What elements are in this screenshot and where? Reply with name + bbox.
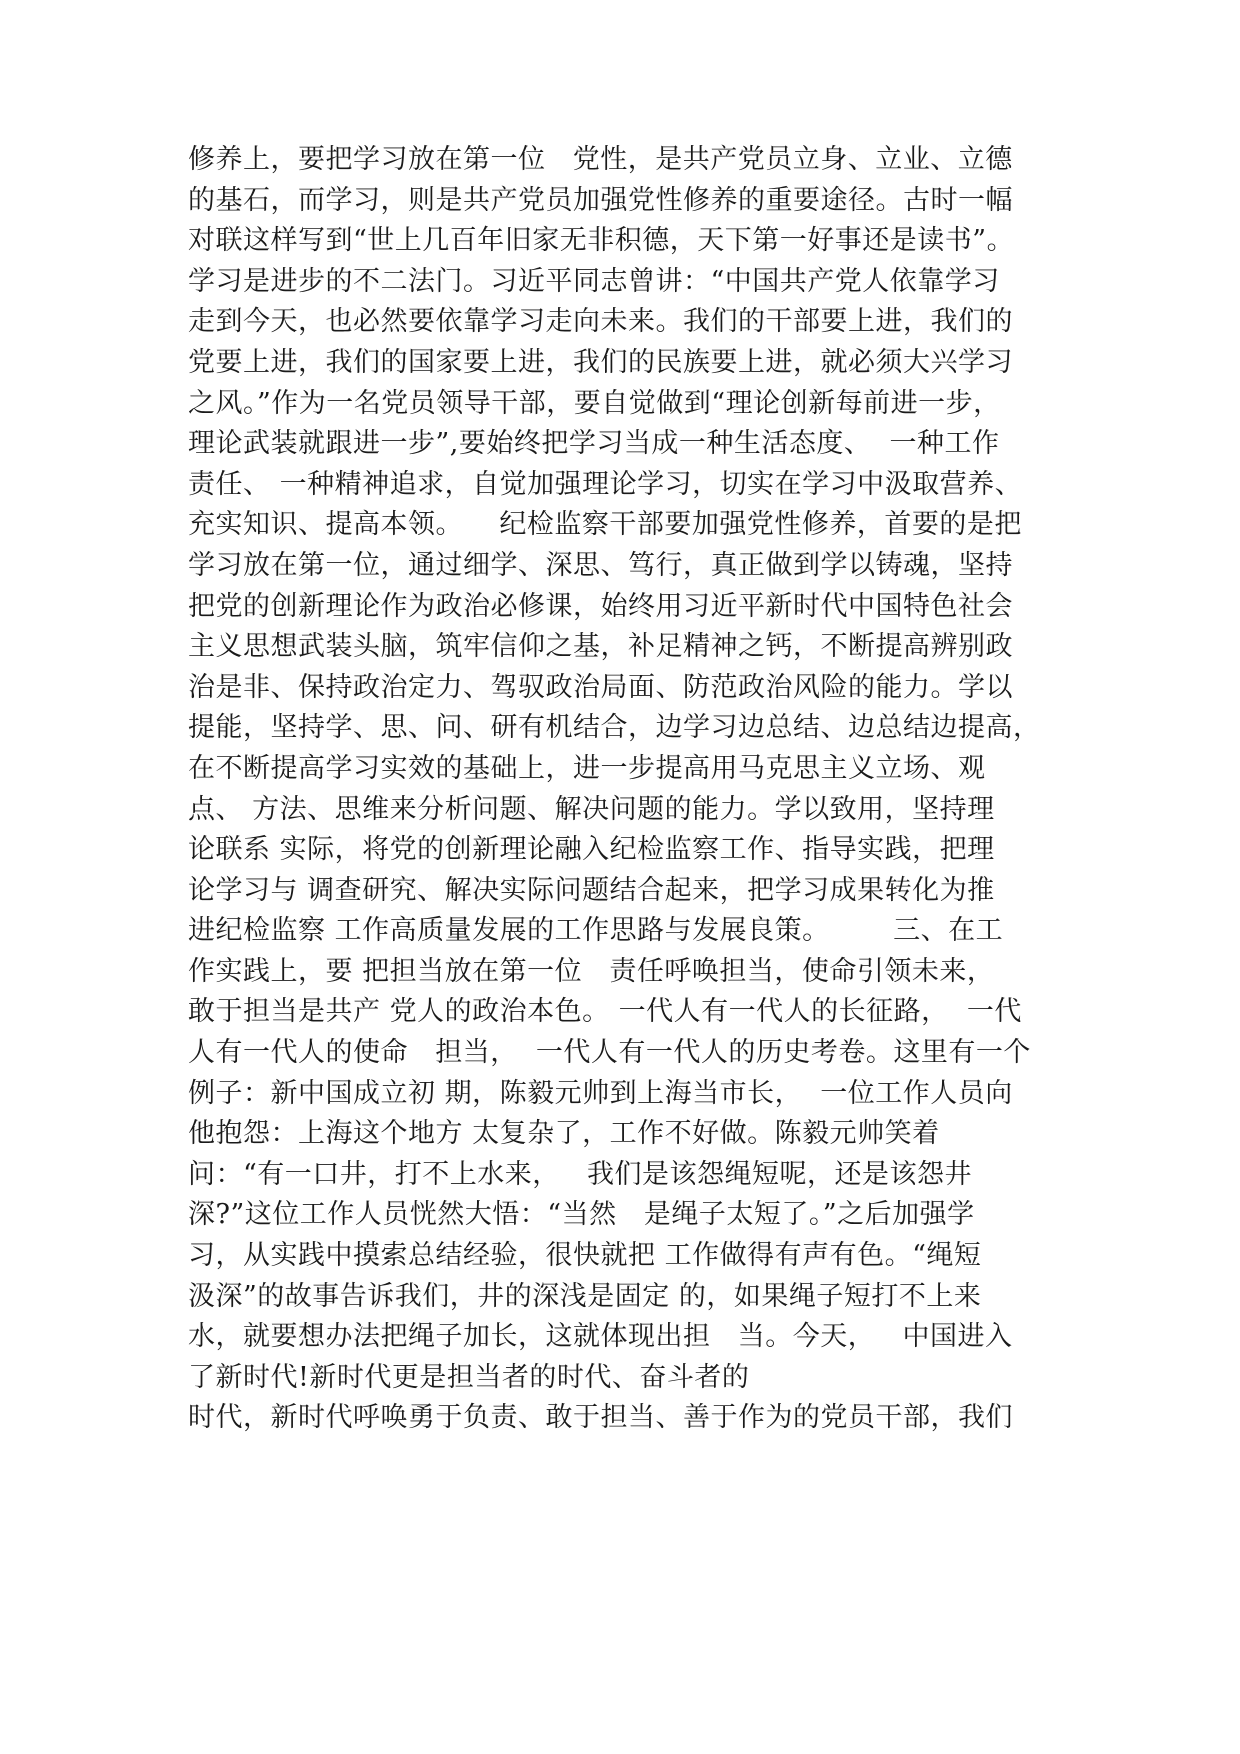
text-line: 责任、 一种精神追求，自觉加强理论学习，切实在学习中汲取营养、 [188, 468, 1023, 500]
text-line: 时代，新时代呼唤勇于负责、敢于担当、善于作为的党员干部，我们 [188, 1402, 1013, 1434]
text-line: 论学习与 调查研究、解决实际问题结合起来，把学习成果转化为推 [188, 874, 995, 906]
text-line: 党要上进，我们的国家要上进，我们的民族要上进，就必须大兴学习 [188, 346, 1013, 378]
text-line: 作实践上，要 把担当放在第一位 责任呼唤担当，使命引领未来， [188, 955, 995, 987]
text-line: 学习放在第一位，通过细学、深思、笃行，真正做到学以铸魂，坚持 [188, 549, 1013, 581]
text-line: 主义思想武装头脑，筑牢信仰之基，补足精神之钙，不断提高辨别政 [188, 631, 1013, 663]
text-line: 充实知识、提高本领。 纪检监察干部要加强党性修养，首要的是把 [188, 509, 1022, 541]
text-line: 他抱怨：上海这个地方 太复杂了，工作不好做。陈毅元帅笑着 [188, 1118, 940, 1150]
text-line: 习，从实践中摸索总结经验，很快就把 工作做得有声有色。“绳短 [188, 1240, 982, 1272]
text-line: 人有一代人的使命 担当， 一代人有一代人的历史考卷。这里有一个 [188, 1037, 1031, 1069]
text-line: 例子：新中国成立初 期，陈毅元帅到上海当市长， 一位工作人员向 [188, 1077, 1013, 1109]
text-line: 深?”这位工作人员恍然大悟：“当然 是绳子太短了。”之后加强学 [188, 1199, 975, 1231]
text-line: 的基石，而学习，则是共产党员加强党性修养的重要途径。古时一幅 [188, 184, 1013, 216]
text-line: 在不断提高学习实效的基础上，进一步提高用马克思主义立场、观 [188, 752, 986, 784]
text-line: 学习是进步的不二法门。习近平同志曾讲：“中国共产党人依靠学习 [188, 265, 1000, 297]
text-line: 治是非、保持政治定力、驾驭政治局面、防范政治风险的能力。学以 [188, 671, 1013, 703]
text-line: 把党的创新理论作为政治必修课，始终用习近平新时代中国特色社会 [188, 590, 1013, 622]
text-line: 之风。”作为一名党员领导干部，要自觉做到“理论创新每前进一步， [188, 387, 1001, 419]
body-text [188, 140, 1078, 1439]
text-line: 修养上，要把学习放在第一位 党性，是共产党员立身、立业、立德 [188, 144, 1013, 175]
text-line: 汲深”的故事告诉我们，井的深浅是固定 的，如果绳子短打不上来 [188, 1280, 982, 1312]
text-line: 问：“有一口井，打不上水来， 我们是该怨绳短呢，还是该怨井 [188, 1158, 973, 1190]
text-line: 了新时代!新时代更是担当者的时代、奋斗者的 [188, 1361, 750, 1393]
text-line: 水，就要想办法把绳子加长，这就体现出担 当。今天， 中国进入 [188, 1321, 1013, 1353]
text-line: 理论武装就跟进一步”,要始终把学习当成一种生活态度、 一种工作 [188, 428, 1000, 460]
text-line: 提能，坚持学、思、问、研有机结合，边学习边总结、边总结边提高， [188, 712, 1041, 744]
text-line: 进纪检监察 工作高质量发展的工作思路与发展良策。 三、在工 [188, 915, 1004, 947]
text-line: 走到今天，也必然要依靠学习走向未来。我们的干部要上进，我们的 [188, 306, 1013, 338]
text-line: 对联这样写到“世上几百年旧家无非积德，天下第一好事还是读书”。 [188, 225, 1015, 257]
text-line: 点、 方法、思维来分析问题、解决问题的能力。学以致用，坚持理 [188, 793, 995, 825]
text-line: 论联系 实际，将党的创新理论融入纪检监察工作、指导实践，把理 [188, 834, 995, 866]
text-line: 敢于担当是共产 党人的政治本色。 一代人有一代人的长征路， 一代 [188, 996, 1022, 1028]
